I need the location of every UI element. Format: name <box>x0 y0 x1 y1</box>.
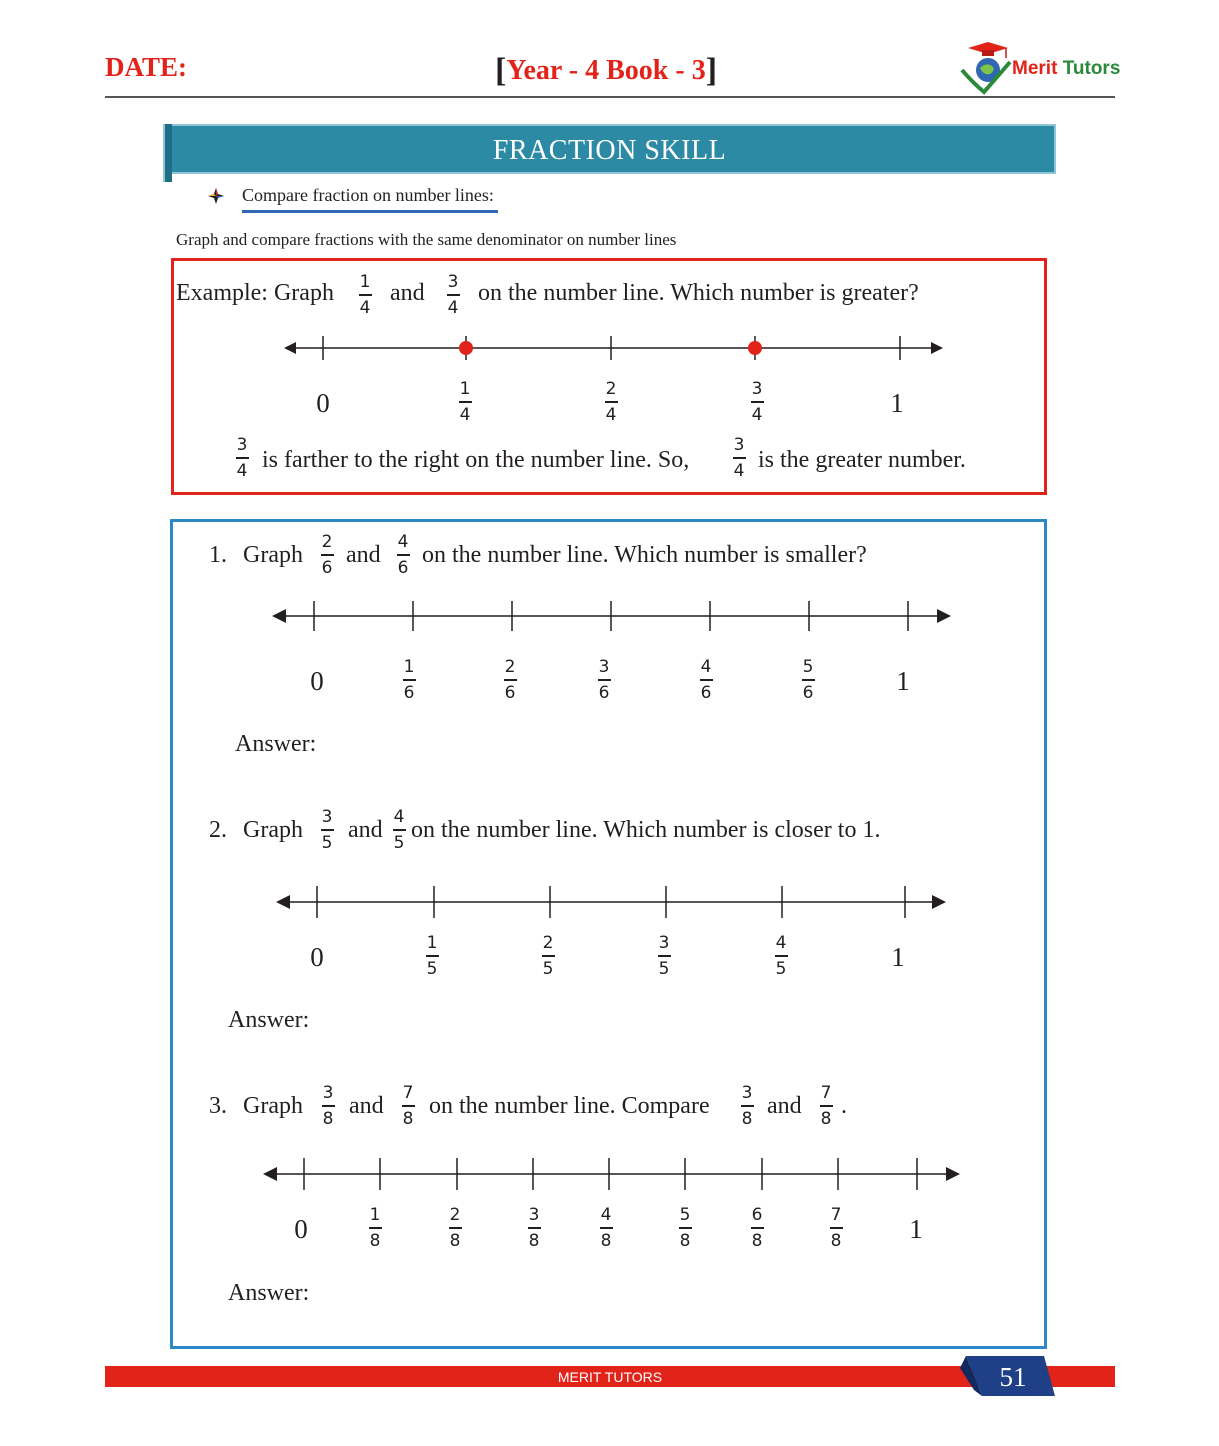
denominator: 8 <box>449 1230 461 1251</box>
numerator: 3 <box>321 807 333 827</box>
denominator: 4 <box>236 460 248 481</box>
numerator: 4 <box>600 1205 612 1225</box>
date-label: DATE: <box>105 52 188 82</box>
question-3-and: and <box>349 1093 384 1119</box>
question-1-and: and <box>346 542 381 568</box>
page-number: 51 <box>999 1362 1027 1392</box>
numerator: 2 <box>449 1205 461 1225</box>
question-3-label-frac <box>442 1206 468 1251</box>
example-label-zero: 0 <box>316 388 330 418</box>
numerator: 1 <box>403 657 415 677</box>
numerator: 3 <box>236 435 248 455</box>
numerator: 2 <box>542 933 554 953</box>
numerator: 3 <box>528 1205 540 1225</box>
denominator: 8 <box>528 1230 540 1251</box>
numerator: 3 <box>658 933 670 953</box>
numerator: 3 <box>733 435 745 455</box>
question-1-label-zero: 0 <box>310 666 324 696</box>
numerator: 4 <box>397 532 409 552</box>
example-conclusion-b: is the greater number. <box>758 447 966 473</box>
numerator: 6 <box>751 1205 763 1225</box>
question-2-graph: Graph <box>243 817 303 843</box>
example-and: and <box>390 280 425 306</box>
denominator: 6 <box>598 682 610 703</box>
numerator: 1 <box>459 379 471 399</box>
logo-word-merit: Merit <box>1012 58 1058 79</box>
denominator: 8 <box>830 1230 842 1251</box>
question-3-label-frac <box>823 1206 849 1251</box>
numerator: 5 <box>679 1205 691 1225</box>
question-3-graph: Graph <box>243 1093 303 1119</box>
denominator: 4 <box>447 297 459 318</box>
instruction-text: Graph and compare fractions with the same denominator on number lines <box>176 230 677 249</box>
question-2-prompt-end: on the number line. Which number is closer to 1. <box>411 817 881 843</box>
numerator: 1 <box>426 933 438 953</box>
example-prompt-start: Example: Graph <box>176 280 334 306</box>
denominator: 6 <box>700 682 712 703</box>
denominator: 4 <box>459 404 471 425</box>
numerator: 3 <box>598 657 610 677</box>
question-3-label-zero: 0 <box>294 1214 308 1244</box>
question-3-prompt-mid: on the number line. Compare <box>429 1093 710 1119</box>
numerator: 4 <box>393 807 405 827</box>
numerator: 4 <box>775 933 787 953</box>
numerator: 7 <box>820 1083 832 1103</box>
question-2-answer-label: Answer: <box>228 1007 310 1033</box>
question-3-label-frac <box>521 1206 547 1251</box>
question-2-label-zero: 0 <box>310 942 324 972</box>
denominator: 6 <box>321 557 333 578</box>
question-3-label-frac <box>744 1206 770 1251</box>
numerator: 1 <box>359 272 371 292</box>
denominator: 8 <box>402 1108 414 1129</box>
numerator: 3 <box>751 379 763 399</box>
denominator: 5 <box>321 832 333 853</box>
question-3-and-2: and <box>767 1093 802 1119</box>
denominator: 8 <box>369 1230 381 1251</box>
example-label-one: 1 <box>890 388 904 418</box>
example-conclusion-a: is farther to the right on the number line. So, <box>262 447 690 473</box>
question-3-answer-label: Answer: <box>228 1280 310 1306</box>
denominator: 4 <box>359 297 371 318</box>
question-1-answer-label: Answer: <box>235 731 317 757</box>
question-2-label-one: 1 <box>891 942 905 972</box>
numerator: 2 <box>605 379 617 399</box>
right-arrow-icon <box>946 1167 960 1181</box>
denominator: 4 <box>733 460 745 481</box>
question-2-and: and <box>348 817 383 843</box>
left-arrow-icon <box>263 1167 277 1181</box>
question-1-label-one: 1 <box>896 666 910 696</box>
numerator: 3 <box>322 1083 334 1103</box>
denominator: 8 <box>741 1108 753 1129</box>
question-3-number: 3. <box>209 1093 227 1119</box>
denominator: 8 <box>600 1230 612 1251</box>
denominator: 6 <box>802 682 814 703</box>
denominator: 8 <box>751 1230 763 1251</box>
denominator: 6 <box>504 682 516 703</box>
section-title: FRACTION SKILL <box>492 135 727 166</box>
numerator: 4 <box>700 657 712 677</box>
question-3-label-frac <box>593 1206 619 1251</box>
question-1-graph: Graph <box>243 542 303 568</box>
numerator: 5 <box>802 657 814 677</box>
logo-word-tutors: Tutors <box>1062 58 1121 79</box>
denominator: 5 <box>775 958 787 979</box>
numerator: 3 <box>447 272 459 292</box>
question-3-label-one: 1 <box>909 1214 923 1244</box>
question-3-label-frac <box>362 1206 388 1251</box>
denominator: 4 <box>605 404 617 425</box>
denominator: 8 <box>322 1108 334 1129</box>
denominator: 5 <box>542 958 554 979</box>
bracket-open: [ <box>495 52 507 89</box>
denominator: 4 <box>751 404 763 425</box>
question-2-number: 2. <box>209 817 227 843</box>
denominator: 5 <box>658 958 670 979</box>
section-subheading: Compare fraction on number lines: <box>242 185 494 205</box>
denominator: 5 <box>426 958 438 979</box>
bracket-close: ] <box>705 52 718 89</box>
numerator: 2 <box>504 657 516 677</box>
numerator: 7 <box>830 1205 842 1225</box>
footer-brand: MERIT TUTORS <box>557 1369 663 1385</box>
denominator: 8 <box>679 1230 691 1251</box>
denominator: 5 <box>393 832 405 853</box>
numerator: 2 <box>321 532 333 552</box>
question-3-label-frac <box>672 1206 698 1251</box>
denominator: 8 <box>820 1108 832 1129</box>
numerator: 3 <box>741 1083 753 1103</box>
numerator: 1 <box>369 1205 381 1225</box>
denominator: 6 <box>403 682 415 703</box>
question-3-period: . <box>841 1093 847 1119</box>
book-title-text: Year - 4 Book - 3 <box>506 55 706 86</box>
question-1-number: 1. <box>209 542 227 568</box>
question-1-prompt-end: on the number line. Which number is smaller? <box>422 542 867 568</box>
denominator: 6 <box>397 557 409 578</box>
example-prompt-end: on the number line. Which number is greater? <box>478 280 919 306</box>
numerator: 7 <box>402 1083 414 1103</box>
